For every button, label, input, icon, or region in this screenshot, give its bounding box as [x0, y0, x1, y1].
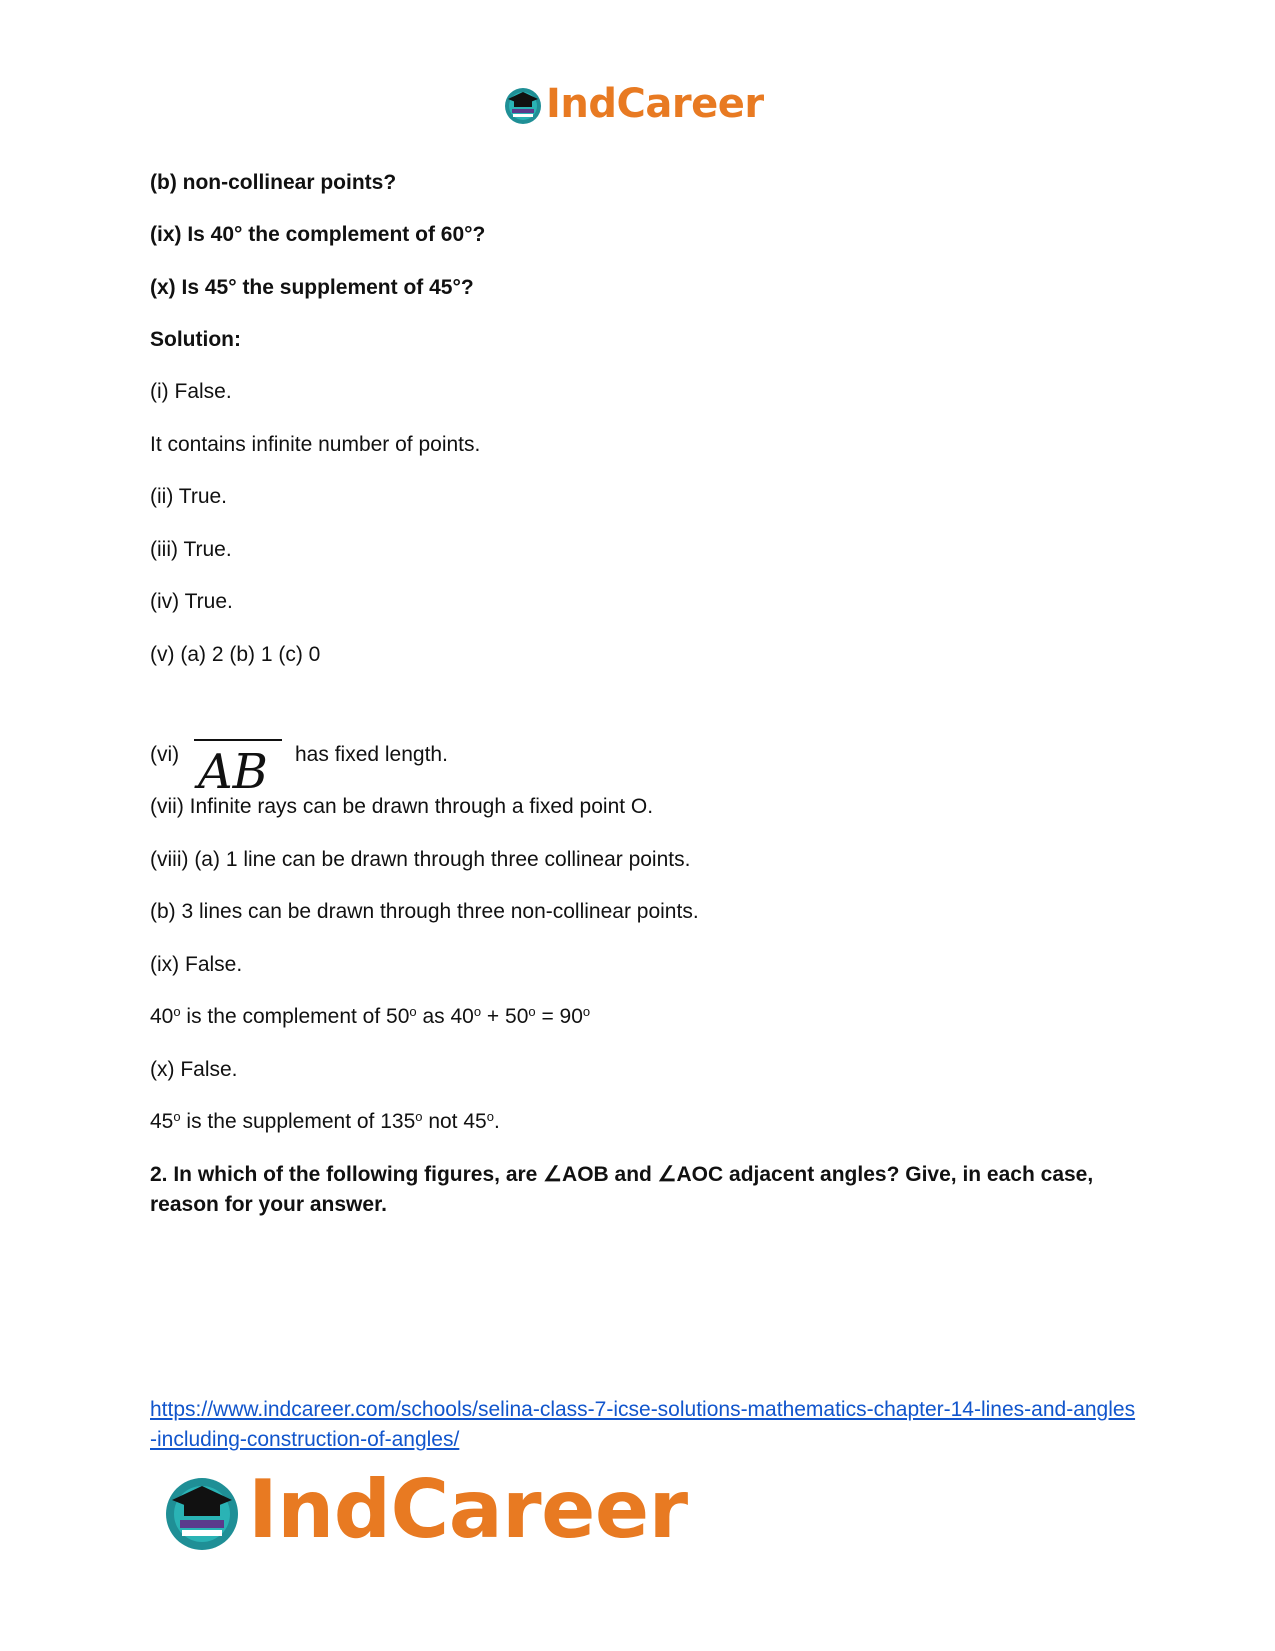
header-logo: [502, 78, 764, 130]
answer-5: (v) (a) 2 (b) 1 (c) 0: [150, 643, 321, 666]
source-link[interactable]: https://www.indcareer.com/schools/selina-class-7-icse-solutions-mathematics-chapter-14-lines-and-angles-including-construction-of-angles/: [150, 1398, 1136, 1451]
question-10: (x) Is 45° the supplement of 45°?: [150, 276, 474, 299]
answer-2: (ii) True.: [150, 485, 228, 508]
answer-1: (i) False.: [150, 380, 232, 403]
answer-9: (ix) False.: [150, 953, 243, 976]
globe-graduation-cap-icon: [160, 1468, 244, 1552]
question-9: (ix) Is 40° the complement of 60°?: [150, 223, 486, 246]
globe-graduation-cap-icon: [502, 83, 544, 125]
answer-10-note: 45$^o$ is the supplement of 135$^o$ not 45$^o$.: [150, 1109, 500, 1133]
answer-8a: (viii) (a) 1 line can be drawn through three collinear points.: [150, 848, 691, 871]
answer-10: (x) False.: [150, 1058, 238, 1081]
answer-8b: (b) 3 lines can be drawn through three non-collinear points.: [150, 900, 699, 923]
solution-heading: Solution:: [150, 328, 241, 351]
answer-6-suffix: has fixed length.: [295, 743, 448, 766]
segment-ab-image: [190, 732, 286, 796]
answer-6-prefix: (vi): [150, 743, 180, 766]
question-8b: (b) non-collinear points?: [150, 171, 397, 194]
segment-ab-label: AB: [198, 744, 268, 796]
answer-3: (iii) True.: [150, 538, 232, 561]
answer-4: (iv) True.: [150, 590, 233, 613]
brand-name: IndCareer: [546, 81, 764, 127]
answer-9-note: 40$^o$ is the complement of 50$^o$ as $40^o + 50^o = 90^o$: [150, 1004, 591, 1028]
answer-7: (vii) Infinite rays can be drawn through a fixed point O.: [150, 795, 654, 818]
question-2: 2. In which of the following figures, are ∠AOB and ∠AOC adjacent angles? Give, in each case, reason for your answer.: [150, 1163, 1094, 1216]
answer-1-note: It contains infinite number of points.: [150, 433, 481, 456]
brand-name: IndCareer: [248, 1463, 688, 1556]
footer-logo: [160, 1460, 688, 1560]
